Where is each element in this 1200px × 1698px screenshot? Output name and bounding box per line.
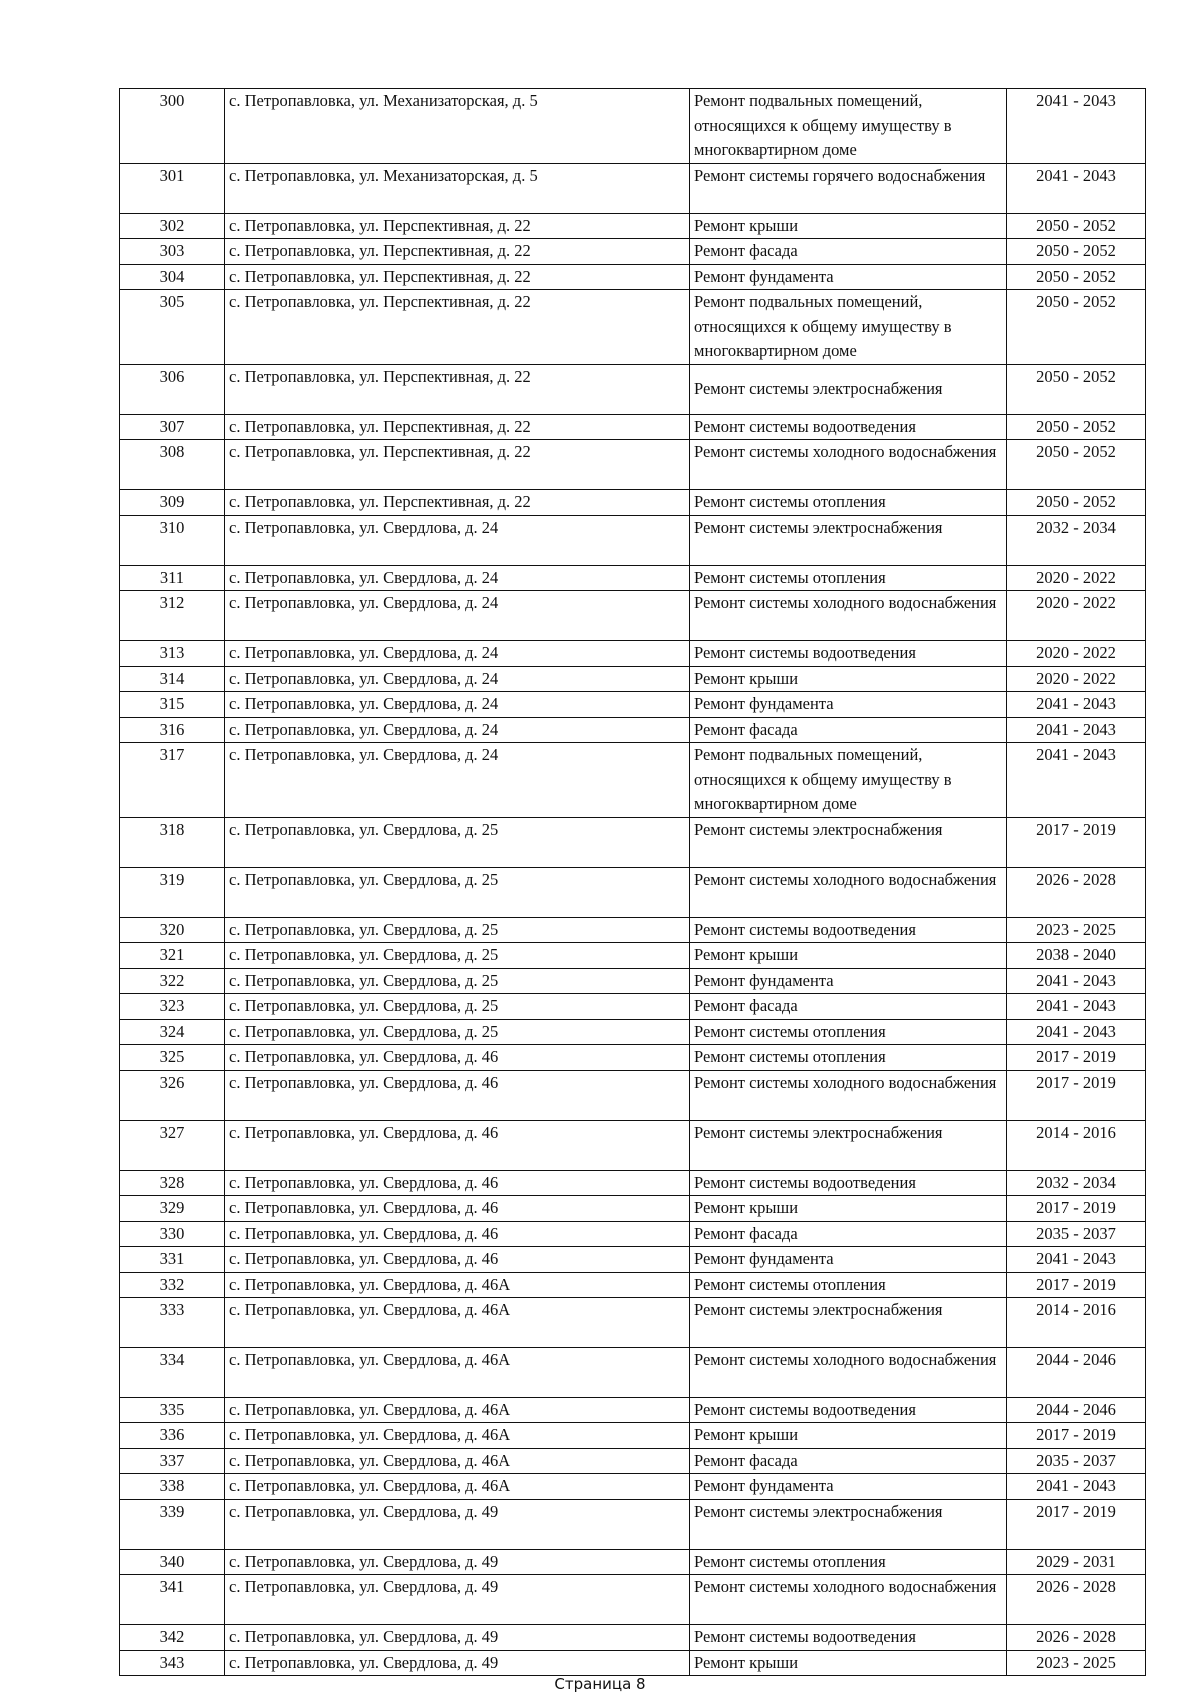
address-cell: с. Петропавловка, ул. Свердлова, д. 49 — [225, 1575, 690, 1625]
table-row — [120, 817, 1146, 867]
work-type-cell: Ремонт системы холодного водоснабжения — [690, 591, 1007, 641]
table-row — [120, 1423, 1146, 1449]
address-cell: с. Петропавловка, ул. Перспективная, д. 22 — [225, 414, 690, 440]
period-cell: 2050 - 2052 — [1007, 414, 1146, 440]
address-cell: с. Петропавловка, ул. Свердлова, д. 46А — [225, 1272, 690, 1298]
address-cell: с. Петропавловка, ул. Свердлова, д. 49 — [225, 1625, 690, 1651]
period-cell: 2050 - 2052 — [1007, 264, 1146, 290]
address-cell: с. Петропавловка, ул. Свердлова, д. 25 — [225, 968, 690, 994]
work-type-cell: Ремонт системы отопления — [690, 1549, 1007, 1575]
period-cell: 2020 - 2022 — [1007, 591, 1146, 641]
work-type-cell: Ремонт фасада — [690, 717, 1007, 743]
period-cell: 2026 - 2028 — [1007, 1575, 1146, 1625]
row-number-cell: 317 — [120, 743, 225, 818]
address-cell: с. Петропавловка, ул. Свердлова, д. 24 — [225, 717, 690, 743]
row-number-cell: 302 — [120, 213, 225, 239]
row-number-cell: 340 — [120, 1549, 225, 1575]
work-type-cell: Ремонт крыши — [690, 1423, 1007, 1449]
row-number-cell: 318 — [120, 817, 225, 867]
address-cell: с. Петропавловка, ул. Свердлова, д. 25 — [225, 817, 690, 867]
address-cell: с. Петропавловка, ул. Перспективная, д. 22 — [225, 440, 690, 490]
row-number-cell: 303 — [120, 239, 225, 265]
work-type-cell: Ремонт фасада — [690, 1221, 1007, 1247]
work-type-cell: Ремонт системы холодного водоснабжения — [690, 1347, 1007, 1397]
period-cell: 2050 - 2052 — [1007, 490, 1146, 516]
work-type-cell: Ремонт крыши — [690, 1196, 1007, 1222]
table-row — [120, 591, 1146, 641]
period-cell: 2041 - 2043 — [1007, 1474, 1146, 1500]
address-cell: с. Петропавловка, ул. Свердлова, д. 46 — [225, 1196, 690, 1222]
work-type-cell: Ремонт системы электроснабжения — [690, 365, 1007, 415]
work-type-cell: Ремонт системы отопления — [690, 1019, 1007, 1045]
row-number-cell: 328 — [120, 1170, 225, 1196]
period-cell: 2041 - 2043 — [1007, 743, 1146, 818]
work-type-cell: Ремонт системы водоотведения — [690, 641, 1007, 667]
table-row — [120, 1625, 1146, 1651]
row-number-cell: 307 — [120, 414, 225, 440]
table-row — [120, 414, 1146, 440]
address-cell: с. Петропавловка, ул. Свердлова, д. 46 — [225, 1070, 690, 1120]
period-cell: 2026 - 2028 — [1007, 867, 1146, 917]
table-row — [120, 1474, 1146, 1500]
row-number-cell: 310 — [120, 515, 225, 565]
repair-schedule-table — [119, 88, 1146, 1676]
period-cell: 2014 - 2016 — [1007, 1298, 1146, 1348]
table-row — [120, 1070, 1146, 1120]
row-number-cell: 325 — [120, 1045, 225, 1071]
address-cell: с. Петропавловка, ул. Свердлова, д. 24 — [225, 515, 690, 565]
row-number-cell: 338 — [120, 1474, 225, 1500]
row-number-cell: 322 — [120, 968, 225, 994]
address-cell: с. Петропавловка, ул. Свердлова, д. 49 — [225, 1549, 690, 1575]
period-cell: 2017 - 2019 — [1007, 1272, 1146, 1298]
row-number-cell: 313 — [120, 641, 225, 667]
work-type-cell: Ремонт системы горячего водоснабжения — [690, 163, 1007, 213]
table-row — [120, 290, 1146, 365]
row-number-cell: 319 — [120, 867, 225, 917]
work-type-cell: Ремонт системы водоотведения — [690, 1397, 1007, 1423]
period-cell: 2041 - 2043 — [1007, 717, 1146, 743]
work-type-cell: Ремонт системы холодного водоснабжения — [690, 1070, 1007, 1120]
address-cell: с. Петропавловка, ул. Свердлова, д. 46А — [225, 1423, 690, 1449]
work-type-cell: Ремонт системы отопления — [690, 1045, 1007, 1071]
period-cell: 2050 - 2052 — [1007, 440, 1146, 490]
work-type-cell: Ремонт фасада — [690, 1448, 1007, 1474]
address-cell: с. Петропавловка, ул. Свердлова, д. 24 — [225, 692, 690, 718]
address-cell: с. Петропавловка, ул. Свердлова, д. 46 — [225, 1170, 690, 1196]
period-cell: 2029 - 2031 — [1007, 1549, 1146, 1575]
work-type-cell: Ремонт подвальных помещений, относящихся к общему имуществу в многоквартирном доме — [690, 89, 1007, 164]
address-cell: с. Петропавловка, ул. Свердлова, д. 24 — [225, 641, 690, 667]
table-row — [120, 717, 1146, 743]
address-cell: с. Петропавловка, ул. Свердлова, д. 46А — [225, 1397, 690, 1423]
work-type-cell: Ремонт подвальных помещений, относящихся к общему имуществу в многоквартирном доме — [690, 743, 1007, 818]
row-number-cell: 331 — [120, 1247, 225, 1273]
table-row — [120, 867, 1146, 917]
table-row — [120, 994, 1146, 1020]
period-cell: 2017 - 2019 — [1007, 1070, 1146, 1120]
table-row — [120, 1397, 1146, 1423]
work-type-cell: Ремонт системы отопления — [690, 565, 1007, 591]
table-row — [120, 1347, 1146, 1397]
row-number-cell: 334 — [120, 1347, 225, 1397]
row-number-cell: 312 — [120, 591, 225, 641]
address-cell: с. Петропавловка, ул. Свердлова, д. 46 — [225, 1045, 690, 1071]
period-cell: 2041 - 2043 — [1007, 1247, 1146, 1273]
address-cell: с. Петропавловка, ул. Перспективная, д. 22 — [225, 290, 690, 365]
address-cell: с. Петропавловка, ул. Перспективная, д. 22 — [225, 239, 690, 265]
table-row — [120, 743, 1146, 818]
address-cell: с. Петропавловка, ул. Механизаторская, д. 5 — [225, 163, 690, 213]
row-number-cell: 314 — [120, 666, 225, 692]
row-number-cell: 335 — [120, 1397, 225, 1423]
period-cell: 2044 - 2046 — [1007, 1397, 1146, 1423]
row-number-cell: 327 — [120, 1120, 225, 1170]
address-cell: с. Петропавловка, ул. Свердлова, д. 25 — [225, 943, 690, 969]
period-cell: 2017 - 2019 — [1007, 817, 1146, 867]
row-number-cell: 324 — [120, 1019, 225, 1045]
period-cell: 2017 - 2019 — [1007, 1499, 1146, 1549]
table-row — [120, 1650, 1146, 1676]
row-number-cell: 329 — [120, 1196, 225, 1222]
address-cell: с. Петропавловка, ул. Свердлова, д. 46 — [225, 1120, 690, 1170]
address-cell: с. Петропавловка, ул. Свердлова, д. 24 — [225, 666, 690, 692]
table-row — [120, 163, 1146, 213]
address-cell: с. Петропавловка, ул. Свердлова, д. 46 — [225, 1221, 690, 1247]
address-cell: с. Петропавловка, ул. Свердлова, д. 25 — [225, 867, 690, 917]
period-cell: 2017 - 2019 — [1007, 1045, 1146, 1071]
work-type-cell: Ремонт системы электроснабжения — [690, 1499, 1007, 1549]
address-cell: с. Петропавловка, ул. Перспективная, д. 22 — [225, 490, 690, 516]
table-row — [120, 968, 1146, 994]
row-number-cell: 337 — [120, 1448, 225, 1474]
address-cell: с. Петропавловка, ул. Свердлова, д. 46А — [225, 1298, 690, 1348]
address-cell: с. Петропавловка, ул. Свердлова, д. 46 — [225, 1247, 690, 1273]
row-number-cell: 301 — [120, 163, 225, 213]
table-row — [120, 1196, 1146, 1222]
row-number-cell: 320 — [120, 917, 225, 943]
address-cell: с. Петропавловка, ул. Свердлова, д. 24 — [225, 565, 690, 591]
table-row — [120, 1549, 1146, 1575]
row-number-cell: 330 — [120, 1221, 225, 1247]
period-cell: 2023 - 2025 — [1007, 917, 1146, 943]
row-number-cell: 315 — [120, 692, 225, 718]
work-type-cell: Ремонт системы водоотведения — [690, 1170, 1007, 1196]
address-cell: с. Петропавловка, ул. Свердлова, д. 25 — [225, 1019, 690, 1045]
work-type-cell: Ремонт системы холодного водоснабжения — [690, 867, 1007, 917]
table-row — [120, 515, 1146, 565]
period-cell: 2050 - 2052 — [1007, 290, 1146, 365]
work-type-cell: Ремонт системы электроснабжения — [690, 817, 1007, 867]
work-type-cell: Ремонт крыши — [690, 1650, 1007, 1676]
address-cell: с. Петропавловка, ул. Свердлова, д. 25 — [225, 917, 690, 943]
work-type-cell: Ремонт системы отопления — [690, 490, 1007, 516]
period-cell: 2020 - 2022 — [1007, 565, 1146, 591]
work-type-cell: Ремонт системы электроснабжения — [690, 1120, 1007, 1170]
address-cell: с. Петропавловка, ул. Механизаторская, д. 5 — [225, 89, 690, 164]
work-type-cell: Ремонт системы водоотведения — [690, 1625, 1007, 1651]
table-row — [120, 440, 1146, 490]
work-type-cell: Ремонт фасада — [690, 239, 1007, 265]
table-row — [120, 1045, 1146, 1071]
period-cell: 2050 - 2052 — [1007, 213, 1146, 239]
row-number-cell: 304 — [120, 264, 225, 290]
period-cell: 2050 - 2052 — [1007, 239, 1146, 265]
row-number-cell: 333 — [120, 1298, 225, 1348]
work-type-cell: Ремонт фасада — [690, 994, 1007, 1020]
table-row — [120, 1448, 1146, 1474]
table-row — [120, 692, 1146, 718]
row-number-cell: 332 — [120, 1272, 225, 1298]
address-cell: с. Петропавловка, ул. Свердлова, д. 46А — [225, 1347, 690, 1397]
table-row — [120, 1247, 1146, 1273]
table-row — [120, 239, 1146, 265]
address-cell: с. Петропавловка, ул. Свердлова, д. 49 — [225, 1650, 690, 1676]
period-cell: 2026 - 2028 — [1007, 1625, 1146, 1651]
table-body — [120, 89, 1146, 1676]
table-row — [120, 490, 1146, 516]
row-number-cell: 343 — [120, 1650, 225, 1676]
row-number-cell: 306 — [120, 365, 225, 415]
period-cell: 2023 - 2025 — [1007, 1650, 1146, 1676]
table-row — [120, 264, 1146, 290]
period-cell: 2041 - 2043 — [1007, 692, 1146, 718]
row-number-cell: 300 — [120, 89, 225, 164]
row-number-cell: 308 — [120, 440, 225, 490]
address-cell: с. Петропавловка, ул. Перспективная, д. 22 — [225, 365, 690, 415]
table-row — [120, 565, 1146, 591]
period-cell: 2014 - 2016 — [1007, 1120, 1146, 1170]
address-cell: с. Петропавловка, ул. Свердлова, д. 24 — [225, 743, 690, 818]
table-row — [120, 1575, 1146, 1625]
work-type-cell: Ремонт подвальных помещений, относящихся к общему имуществу в многоквартирном доме — [690, 290, 1007, 365]
work-type-cell: Ремонт системы электроснабжения — [690, 1298, 1007, 1348]
row-number-cell: 321 — [120, 943, 225, 969]
period-cell: 2038 - 2040 — [1007, 943, 1146, 969]
table-row — [120, 1298, 1146, 1348]
work-type-cell: Ремонт фундамента — [690, 692, 1007, 718]
row-number-cell: 336 — [120, 1423, 225, 1449]
table-row — [120, 1170, 1146, 1196]
period-cell: 2032 - 2034 — [1007, 515, 1146, 565]
address-cell: с. Петропавловка, ул. Свердлова, д. 46А — [225, 1448, 690, 1474]
period-cell: 2041 - 2043 — [1007, 1019, 1146, 1045]
row-number-cell: 311 — [120, 565, 225, 591]
table-row — [120, 1272, 1146, 1298]
row-number-cell: 342 — [120, 1625, 225, 1651]
period-cell: 2017 - 2019 — [1007, 1196, 1146, 1222]
work-type-cell: Ремонт системы холодного водоснабжения — [690, 1575, 1007, 1625]
period-cell: 2035 - 2037 — [1007, 1221, 1146, 1247]
work-type-cell: Ремонт системы водоотведения — [690, 414, 1007, 440]
row-number-cell: 316 — [120, 717, 225, 743]
period-cell: 2050 - 2052 — [1007, 365, 1146, 415]
row-number-cell: 305 — [120, 290, 225, 365]
row-number-cell: 341 — [120, 1575, 225, 1625]
table-row — [120, 917, 1146, 943]
period-cell: 2020 - 2022 — [1007, 666, 1146, 692]
work-type-cell: Ремонт крыши — [690, 666, 1007, 692]
table-row — [120, 213, 1146, 239]
period-cell: 2041 - 2043 — [1007, 994, 1146, 1020]
table-row — [120, 1019, 1146, 1045]
table-row — [120, 641, 1146, 667]
address-cell: с. Петропавловка, ул. Свердлова, д. 24 — [225, 591, 690, 641]
table-row — [120, 1499, 1146, 1549]
table-row — [120, 89, 1146, 164]
table-row — [120, 943, 1146, 969]
period-cell: 2041 - 2043 — [1007, 968, 1146, 994]
address-cell: с. Петропавловка, ул. Свердлова, д. 25 — [225, 994, 690, 1020]
table-row — [120, 1120, 1146, 1170]
work-type-cell: Ремонт крыши — [690, 213, 1007, 239]
period-cell: 2017 - 2019 — [1007, 1423, 1146, 1449]
period-cell: 2041 - 2043 — [1007, 89, 1146, 164]
work-type-cell: Ремонт системы водоотведения — [690, 917, 1007, 943]
table-row — [120, 666, 1146, 692]
table-row — [120, 1221, 1146, 1247]
period-cell: 2044 - 2046 — [1007, 1347, 1146, 1397]
work-type-cell: Ремонт фундамента — [690, 1474, 1007, 1500]
work-type-cell: Ремонт фундамента — [690, 264, 1007, 290]
work-type-cell: Ремонт системы холодного водоснабжения — [690, 440, 1007, 490]
row-number-cell: 339 — [120, 1499, 225, 1549]
work-type-cell: Ремонт крыши — [690, 943, 1007, 969]
row-number-cell: 326 — [120, 1070, 225, 1120]
address-cell: с. Петропавловка, ул. Свердлова, д. 49 — [225, 1499, 690, 1549]
row-number-cell: 323 — [120, 994, 225, 1020]
work-type-cell: Ремонт системы электроснабжения — [690, 515, 1007, 565]
period-cell: 2041 - 2043 — [1007, 163, 1146, 213]
work-type-cell: Ремонт фундамента — [690, 1247, 1007, 1273]
address-cell: с. Петропавловка, ул. Свердлова, д. 46А — [225, 1474, 690, 1500]
page-number: Страница 8 — [554, 1675, 646, 1693]
period-cell: 2035 - 2037 — [1007, 1448, 1146, 1474]
work-type-cell: Ремонт фундамента — [690, 968, 1007, 994]
address-cell: с. Петропавловка, ул. Перспективная, д. 22 — [225, 264, 690, 290]
row-number-cell: 309 — [120, 490, 225, 516]
period-cell: 2020 - 2022 — [1007, 641, 1146, 667]
table-row — [120, 365, 1146, 415]
address-cell: с. Петропавловка, ул. Перспективная, д. 22 — [225, 213, 690, 239]
work-type-cell: Ремонт системы отопления — [690, 1272, 1007, 1298]
period-cell: 2032 - 2034 — [1007, 1170, 1146, 1196]
